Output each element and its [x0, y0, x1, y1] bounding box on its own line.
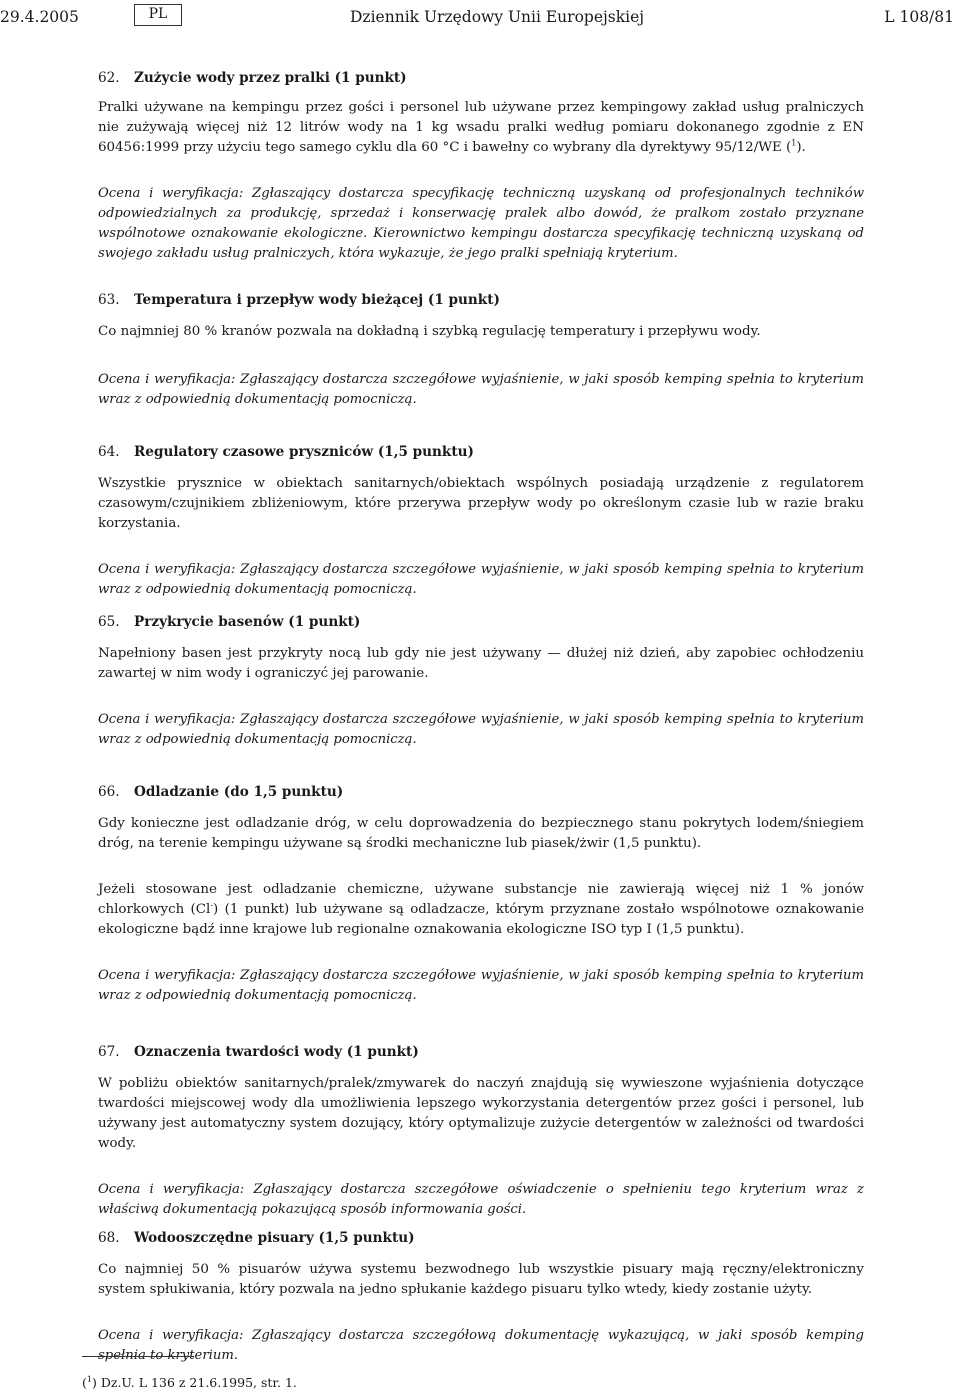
journal-title: Dziennik Urzędowy Unii Europejskiej [350, 8, 645, 26]
footnote-text: Dz.U. L 136 z 21.6.1995, str. 1. [100, 1375, 297, 1391]
section-62 [98, 68, 864, 264]
section-title: 68. Wodooszczędne pisuary (1,5 punktu) [98, 1230, 415, 1246]
section-title: 65. Przykrycie basenów (1 punkt) [98, 614, 361, 630]
section-66 [98, 782, 864, 1006]
header-date: 29.4.2005 [0, 8, 79, 26]
section-63 [98, 290, 864, 410]
footnote: ($^1$) Dz.U. L 136 z 21.6.1995, str. 1. [82, 1375, 297, 1391]
section-title: 66. Odladzanie (do 1,5 punktu) [98, 784, 344, 800]
assessment-text: Ocena i weryfikacja: Zgłaszający dostarcza szczegółowe wyjaśnienie, w jaki sposób kemping spełnia to kryterium wraz z odpowiednią dokumentacją pomocniczą. [98, 562, 864, 597]
section-title: 63. Temperatura i przepływ wody bieżącej (1 punkt) [98, 292, 500, 308]
assessment-text: Ocena i weryfikacja: Zgłaszający dostarcza szczegółową dokumentację wykazującą, w jaki sposób kemping spełnia to kryterium. [98, 1328, 864, 1363]
footnote-divider [82, 1356, 194, 1357]
page-reference: L 108/81 [884, 8, 954, 26]
section-paragraph: Co najmniej 80 % kranów pozwala na dokładną i szybką regulację temperatury i przepływu wody. [98, 324, 761, 339]
section-68 [98, 1228, 864, 1366]
section-67 [98, 1042, 864, 1220]
page-header [0, 4, 960, 30]
section-paragraph: W pobliżu obiektów sanitarnych/pralek/zmywarek do naczyń znajdują się wywieszone wyjaśnienia dotyczące twardości miejscowej wody dla umożliwienia lepszego wykorzystania detergentów przez gości i personel, lub używany jest automatyczny system dozujący, który optymalizuje zużycie detergentów w zależności od twardości wody. [98, 1076, 864, 1151]
section-paragraph: Co najmniej 50 % pisuarów używa systemu bezwodnego lub wszystkie pisuary mają ręczny/elektroniczny system spłukiwania, który pozwala na jedno spłukanie każdego pisuaru tylko wtedy, kiedy zostanie użyty. [98, 1262, 864, 1297]
section-paragraph: Wszystkie prysznice w obiektach sanitarnych/obiektach wspólnych posiadają urządzenie z regulatorem czasowym/czujnikiem zbliżeniowym, które przerywa przepływ wody po określonym czasie lub w razie braku korzystania. [98, 476, 864, 531]
section-64 [98, 442, 864, 600]
section-paragraph: Napełniony basen jest przykryty nocą lub gdy nie jest używany — dłużej niż dzień, aby zapobiec ochłodzeniu zawartej w nim wody i ograniczyć jej parowanie. [98, 646, 864, 681]
assessment-text: Ocena i weryfikacja: Zgłaszający dostarcza szczegółowe oświadczenie o spełnieniu tego kryterium wraz z właściwą dokumentacją pokazującą sposób informowania gości. [98, 1182, 864, 1217]
section-title: 67. Oznaczenia twardości wody (1 punkt) [98, 1044, 419, 1060]
footnote-reference[interactable]: 1 [791, 138, 797, 148]
section-title: 62. Zużycie wody przez pralki (1 punkt) [98, 70, 407, 86]
section-paragraph: Jeżeli stosowane jest odladzanie chemiczne, używane substancje nie zawierają więcej niż 1 % jonów chlorkowych (Cl-) (1 punkt) lub używane są odladzacze, którym przyznane zostało wspólnotowe oznakowanie ekologiczne bądź inne krajowe lub regionalne oznakowania ekologiczne ISO typ I (1,5 punktu). [98, 882, 864, 937]
assessment-text: Ocena i weryfikacja: Zgłaszający dostarcza specyfikację techniczną uzyskaną od profesjonalnych techników odpowiedzialnych za produkcję, sprzedaż i konserwację pralek albo dowód, że pralkom zostało przyznane wspólnotowe oznakowanie ekologiczne. Kierownictwo kempingu dostarcza specyfikację techniczną uzyskaną od swojego zakładu usług pralniczych, która wykazuje, że jego pralki spełniają kryterium. [98, 186, 864, 261]
section-paragraph: Gdy konieczne jest odladzanie dróg, w celu doprowadzenia do bezpiecznego stanu pokrytych lodem/śniegiem dróg, na terenie kempingu używane są środki mechaniczne lub piasek/żwir (1,5 punktu). [98, 816, 864, 851]
assessment-text: Ocena i weryfikacja: Zgłaszający dostarcza szczegółowe wyjaśnienie, w jaki sposób kemping spełnia to kryterium wraz z odpowiednią dokumentacją pomocniczą. [98, 968, 864, 1003]
section-65 [98, 612, 864, 750]
language-badge: PL [134, 4, 182, 26]
section-title: 64. Regulatory czasowe pryszniców (1,5 punktu) [98, 444, 474, 460]
assessment-text: Ocena i weryfikacja: Zgłaszający dostarcza szczegółowe wyjaśnienie, w jaki sposób kemping spełnia to kryterium wraz z odpowiednią dokumentacją pomocniczą. [98, 372, 864, 407]
assessment-text: Ocena i weryfikacja: Zgłaszający dostarcza szczegółowe wyjaśnienie, w jaki sposób kemping spełnia to kryterium wraz z odpowiednią dokumentacją pomocniczą. [98, 712, 864, 747]
section-paragraph: Pralki używane na kempingu przez gości i personel lub używane przez kempingowy zakład usług pralniczych nie zużywają więcej niż 12 litrów wody na 1 kg wsadu pralki według pomiaru dokonanego zgodnie z EN 60456:1999 przy użyciu tego samego cyklu dla 60 °C i bawełny co wybrany dla dyrektywy 95/12/WE ($^1$). [98, 100, 864, 155]
